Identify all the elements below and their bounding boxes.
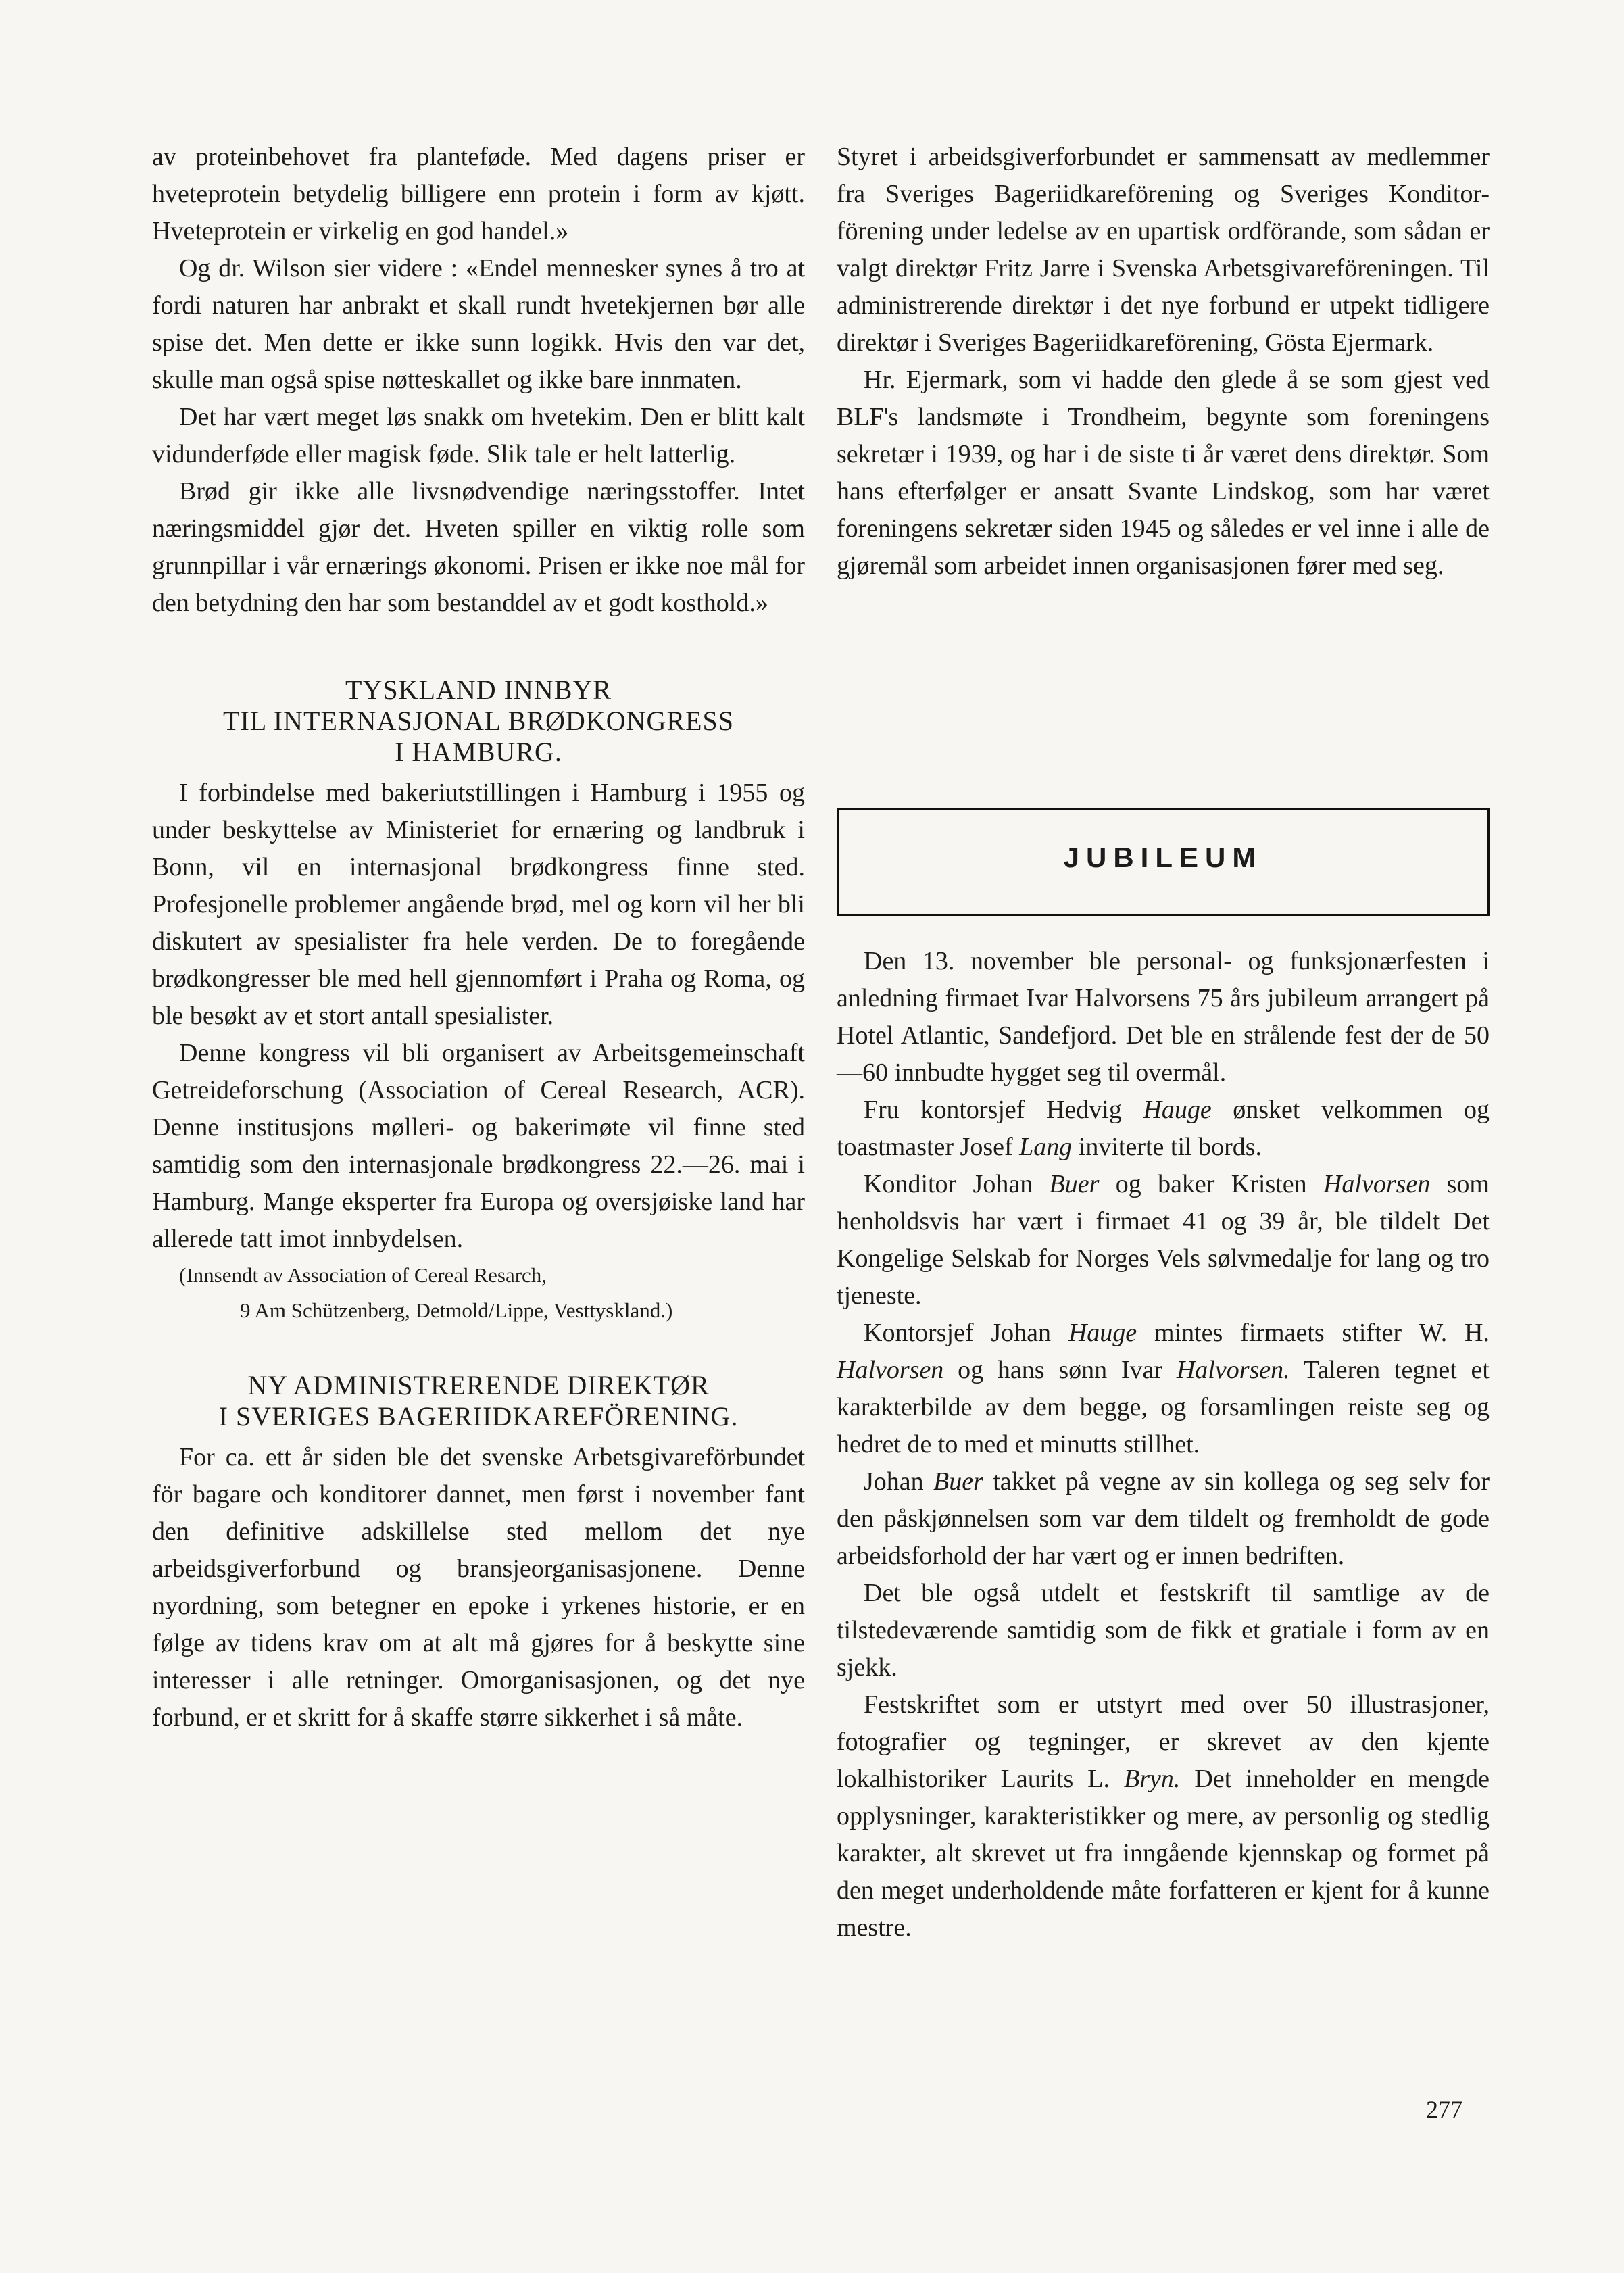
article-paragraph: Hr. Ejermark, som vi hadde den glede å se som gjest ved BLF's landsmøte i Trondheim, begynte som foreningens sekretær i 1939, og har i de siste ti år været dens direktør. Som hans efterfølger er ansatt Svante Lindskog, som har været foreningens sekretær siden 1945 og således er vel inne i alle de gjøremål som arbeidet innen organisasjonen fører med seg. [837,366,1490,580]
article-paragraph: Den 13. november ble personal- og funksjonærfesten i anledning firmaet Ivar Halvorsens 75 års jubileum arrangert på Hotel Atlantic, Sandefjord. Det ble en strålende fest der de 50—60 innbudte hygget seg til overmål. [837,947,1490,1087]
intro-paragraph: Og dr. Wilson sier videre : «Endel mennesker synes å tro at fordi naturen har anbrakt et skall rundt hvetekjernen bør alle spise det. Men dette er ikke sunn logikk. Hvis den var det, skulle man også spise nøtteskallet og ikke bare innmaten. [152,254,805,394]
article-paragraph [837,1463,1490,1575]
jubileum-heading-box [837,808,1490,916]
article-paragraph: Styret i arbeidsgiverforbundet er sammensatt av medlemmer fra Sveriges Bageriidkareförening og Sveriges Konditor-förening under ledelse av en upartisk ordförande, som sådan er valgt direktør Fritz Jarre i Svenska Arbetsgivareföreningen. Til administrerende direktør i det nye forbund er utpekt tidligere direktør i Sveriges Bageriidkareförening, Gösta Ejermark. [837,143,1490,357]
article-paragraph: I forbindelse med bakeriutstillingen i Hamburg i 1955 og under beskyttelse av Ministeriet for ernæring og landbruk i Bonn, vil en internasjonal brødkongress finne sted. Profesjonelle problemer angående brød, mel og korn vil her bli diskutert av spesialister fra hele verden. De to foregående brødkongresser ble med hell gjennomført i Praha og Roma, og ble besøkt av et stort antall spesialister. [152,779,805,1030]
text-run: Festskriftet som er utstyrt med over 50 illustrasjoner, fotografier og tegninger, er skrevet av den kjente lokalhistoriker Laurits L. [837,1690,1490,1793]
heading-line: TIL INTERNASJONAL BRØDKONGRESS [223,706,734,736]
article-heading-direktor [152,1370,805,1432]
intro-paragraph: Det har vært meget løs snakk om hvetekim. Den er blitt kalt vidunderføde eller magisk føde. Slik tale er helt latterlig. [152,403,805,468]
text-run: Fru kontorsjef Hedvig [864,1096,1143,1124]
intro-paragraph: av proteinbehovet fra planteføde. Med dagens priser er hveteprotein betydelig billigere enn protein i form av kjøtt. Hveteprotein er virkelig en god handel.» [152,143,805,245]
jubileum-title: JUBILEUM [1063,841,1263,873]
heading-line: I HAMBURG. [395,737,562,767]
heading-line: TYSKLAND INNBYR [345,675,612,705]
heading-line: NY ADMINISTRERENDE DIREKTØR [247,1370,710,1400]
text-run: som henholdsvis har vært i firmaet 41 og 39 år, ble tildelt Det Kongelige Selskab for Norges Vels sølvmedalje for lang og tro tjeneste. [837,1170,1490,1310]
page-number: 277 [1426,2096,1462,2123]
person-name: Lang [1019,1133,1073,1161]
article-paragraph: Det ble også utdelt et festskrift til samtlige av de tilstedeværende samtidig som de fikk et gratiale i form av en sjekk. [837,1579,1490,1682]
text-run: Kontorsjef Johan [864,1319,1068,1347]
person-name: Hauge [1068,1319,1137,1347]
source-note: (Innsendt av Association of Cereal Resarch, [179,1263,547,1287]
text-run: takket på vegne av sin kollega og seg selv for den påskjønnelsen som var dem tildelt og fremholdt de gode arbeidsforhold der har vært og er innen bedriften. [837,1467,1490,1570]
text-run: og baker Kristen [1099,1170,1323,1198]
person-name: Buer [933,1467,983,1496]
article-paragraph: For ca. ett år siden ble det svenske Arbetsgivareförbundet för bagare och konditorer dannet, men først i november fant den definitive adskillelse sted mellom det nye arbeidsgiverforbund og bransjeorganisasjonene. Denne nyordning, som betegner en epoke i yrkenes historie, er en følge av tidens krav om at alt må gjøres for å beskytte sine interesser i alle retninger. Omorganisasjonen, og det nye forbund, er et skritt for å skaffe større sikkerhet i så måte. [152,1443,805,1732]
text-run: Konditor Johan [864,1170,1050,1198]
person-name: Halvorsen [837,1356,944,1384]
intro-paragraph: Brød gir ikke alle livsnødvendige næringsstoffer. Intet næringsmiddel gjør det. Hveten spiller en viktig rolle som grunnpillar i vår ernærings økonomi. Prisen er ikke noe mål for den betydning den har som bestanddel av et godt kosthold.» [152,477,805,617]
article-paragraph [837,1166,1490,1315]
text-run: Det inneholder en mengde opplysninger, karakteristikker og mere, av personlig og stedlig karakter, alt skrevet ut fra inngående kjennskap og formet på den meget underholdende måte forfatteren er kjent for å kunne mestre. [837,1765,1490,1942]
text-run: Johan [864,1467,933,1496]
text-run: Taleren tegnet et karakterbilde av dem begge, og forsamlingen reiste seg og hedret de to med et minutts stillhet. [837,1356,1490,1459]
person-name: Hauge [1143,1096,1212,1124]
person-name: Bryn. [1124,1765,1181,1793]
text-run: og hans sønn Ivar [943,1356,1177,1384]
left-column [152,139,805,1736]
source-note: 9 Am Schützenberg, Detmold/Lippe, Vesttyskland.) [240,1298,673,1322]
article-paragraph [837,1092,1490,1166]
person-name: Halvorsen. [1176,1356,1290,1384]
article-heading-brodkongress [152,675,805,768]
text-run: mintes firmaets stifter W. H. [1137,1319,1490,1347]
right-column-top [837,139,1490,585]
article-paragraph: Denne kongress vil bli organisert av Arbeitsgemeinschaft Getreideforschung (Association of Cereal Research, ACR). Denne institusjons mølleri- og bakerimøte vil finne sted samtidig som den internasjonale brødkongress 22.—26. mai i Hamburg. Mange eksperter fra Europa og oversjøiske land har allerede tatt imot innbydelsen. [152,1039,805,1253]
heading-line: I SVERIGES BAGERIIDKAREFÖRENING. [218,1401,739,1432]
text-run: ønsket velkommen og toastmaster Josef [837,1096,1490,1161]
jubileum-article [837,943,1490,1947]
person-name: Halvorsen [1323,1170,1431,1198]
person-name: Buer [1049,1170,1100,1198]
article-paragraph [837,1315,1490,1463]
article-paragraph [837,1686,1490,1947]
text-run: inviterte til bords. [1072,1133,1262,1161]
